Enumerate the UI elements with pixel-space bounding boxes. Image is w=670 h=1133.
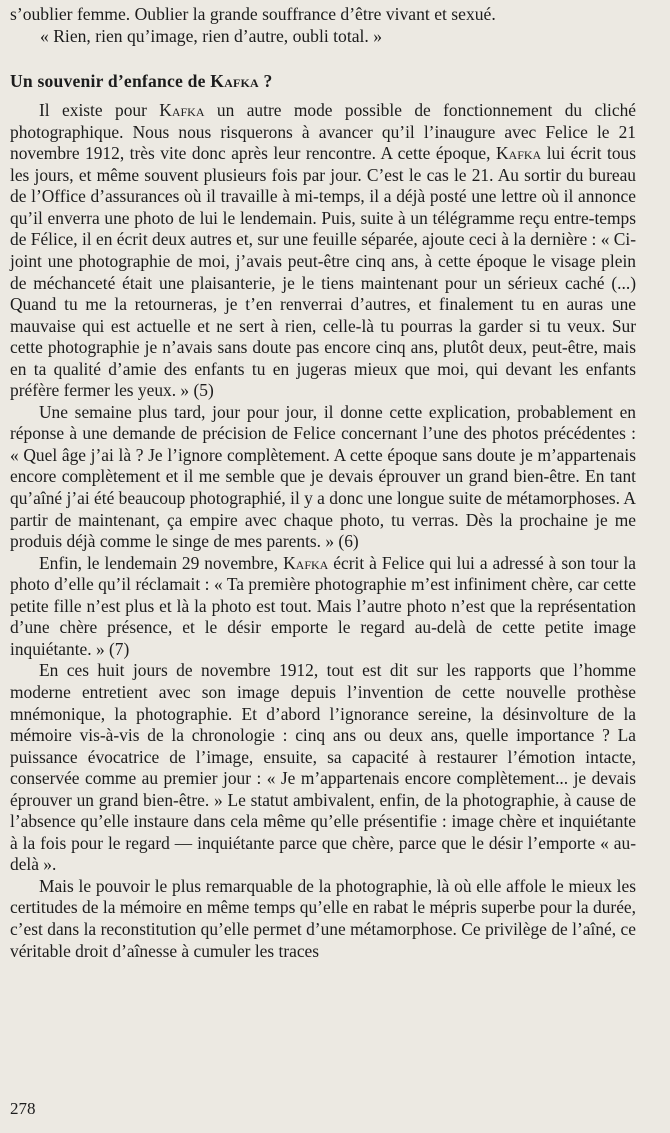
author-name: Kafka [495,143,542,164]
paragraph-1-text-b: un autre mode possible de fonctionnement du cliché photographique. Nous nous risquerons à avancer qu’il l’inaugure avec Felice le 21 novembre 1912, très vite donc après leur rencontre. A cette époque, [10,100,636,164]
paragraph-3-text-a: Enfin, le lendemain 29 novembre, [39,552,284,573]
paragraph-1-text-c: lui écrit tous les jours, et même souvent plusieurs fois par jour. C’est le cas le 21. Au sortir du bureau de l’Office d’assurances où il travaille à mi-temps, il a déjà posté une lettre où il annonce qu’il enverra une photo de lui le lendemain. Puis, suite à un télégramme reçu entre-temps de Félice, il en écrit deux autres et, sur une feuille séparée, ajoute ceci à la dernière : « Ci-joint une photographie de moi, j’avais peut-être cinq ans, à cette époque le visage plein de méchanceté était une plaisanterie, je le tiens maintenant pour un sérieux caché (...) Quand tu me la retourneras, je t’en renverrai d’autres, et finalement tu en auras une mauvaise qui est actuelle et ne sert à rien, celle-là tu pourras la garder si tu veux. Sur cette photographie je n’avais sans doute pas encore cinq ans, plutôt deux, peut-être, mais en ta qualité d’amie des enfants tu en jugeras mieux que moi, qui devant les enfants préfère fermer les yeux. » (5) [10,143,636,401]
paragraph-2: Une semaine plus tard, jour pour jour, il donne cette explication, probablement en réponse à une demande de précision de Felice concernant l’une des photos précédentes : « Quel âge j’ai là ? Je l’ignore complètement. A cette époque sans doute je m’appartenais encore complètement et il me semble que je devais éprouver un grand bien-être. En tant qu’aîné j’ai été beaucoup photographié, il y a donc une longue suite de métamorphoses. A partir de maintenant, ça empire avec chaque photo, tu verras. Dès la prochaine je me produis déjà comme le singe de mes parents. » (6) [10,401,636,552]
heading-question-mark: ? [258,71,273,92]
paragraph-3-text-b: écrit à Felice qui lui a adressé à son tour la photo d’elle qu’il réclamait : « Ta première photographie m’est infiniment chère, car cette petite fille n’est plus et là la photo est tout. Mais l’autre photo n’est que la représentation d’une chère présence, et le désir emporte le regard au-delà de cette petite image inquiétante. » (7) [10,552,636,659]
paragraph-1-text-a: Il existe pour [39,100,160,121]
paragraph-5: Mais le pouvoir le plus remarquable de la photographie, là où elle affole le mieux les certitudes de la mémoire en même temps qu’elle en rabat le mépris superbe pour la durée, c’est dans la reconstitution qu’elle permet d’une métamorphose. Ce privilège de l’aîné, ce véritable droit d’aînesse à cumuler les traces [10,875,636,961]
heading-author-name: Kafka [210,71,259,92]
author-name: Kafka [283,552,329,573]
previous-section-ending [10,0,636,47]
paragraph-4: En ces huit jours de novembre 1912, tout est dit sur les rapports que l’homme moderne entretient avec son image depuis l’invention de cette nouvelle prothèse mnémonique, la photographie. Et d’abord l’ignorance sereine, la désinvolture de la mémoire vis-à-vis de la chronologie : cinq ans ou deux ans, quelle importance ? La puissance évocatrice de l’image, ensuite, sa capacité à restaurer l’émotion intacte, conservée comme au premier jour : « Je m’appartenais encore complètement... je devais éprouver un grand bien-être. » Le statut ambivalent, enfin, de la photographie, à cause de l’absence qu’elle instaure dans cela même qu’elle présentifie : image chère et inquiétante à la fois pour le regard — inquiétante parce que chère, parce que le désir l’emporte « au-delà ». [10,660,636,875]
paragraph-1 [10,100,636,402]
text-line: s’oublier femme. Oublier la grande souffrance d’être vivant et sexué. [10,4,496,24]
quote-line: « Rien, rien qu’image, rien d’autre, oubli total. » [40,25,383,46]
section-heading [10,71,636,92]
paragraph-3 [10,553,636,661]
page-number: 278 [10,1099,36,1118]
author-name: Kafka [159,100,205,121]
heading-text: Un souvenir d’enfance de [10,71,211,92]
section-body [10,100,636,962]
